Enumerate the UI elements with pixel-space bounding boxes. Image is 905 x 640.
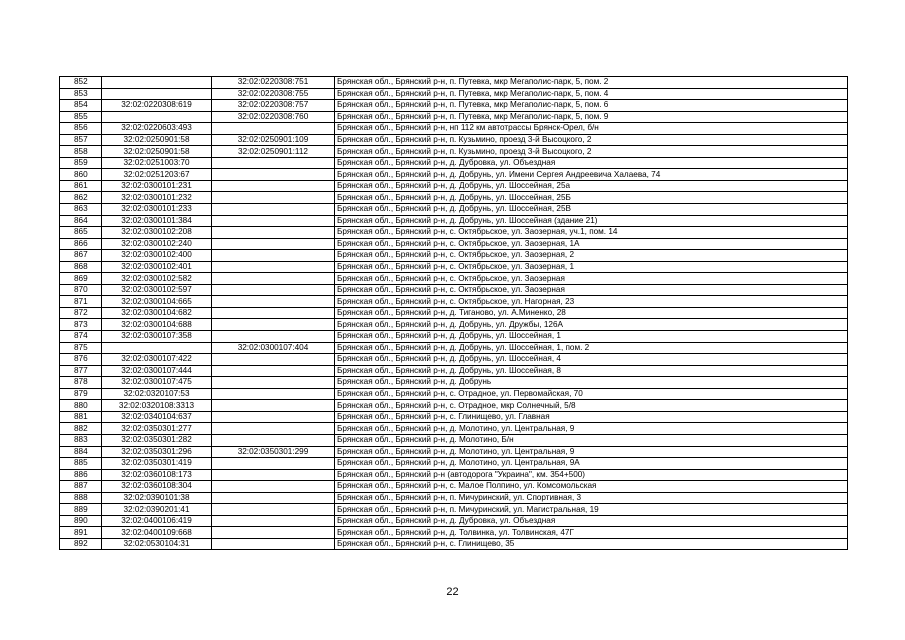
row-number-cell: 864 [60, 215, 102, 227]
secondary-cadastral-number-cell [212, 423, 335, 435]
secondary-cadastral-number-cell [212, 227, 335, 239]
cadastral-number-cell: 32:02:0251003:70 [102, 157, 212, 169]
row-number-cell: 876 [60, 354, 102, 366]
secondary-cadastral-number-cell: 32:02:0350301:299 [212, 446, 335, 458]
secondary-cadastral-number-cell: 32:02:0220308:757 [212, 100, 335, 112]
address-cell: Брянская обл., Брянский р-н, нп 112 км автотрассы Брянск-Орел, б/н [335, 123, 848, 135]
table-row [60, 123, 848, 135]
address-cell: Брянская обл., Брянский р-н, д. Добрунь, ул. Имени Сергея Андреевича Халаева, 74 [335, 169, 848, 181]
row-number-cell: 883 [60, 434, 102, 446]
cadastral-number-cell: 32:02:0360108:304 [102, 481, 212, 493]
table-row [60, 331, 848, 343]
table-row [60, 284, 848, 296]
address-cell: Брянская обл., Брянский р-н, д. Дубровка, ул. Объездная [335, 515, 848, 527]
secondary-cadastral-number-cell [212, 527, 335, 539]
cadastral-number-cell [102, 88, 212, 100]
cadastral-number-cell: 32:02:0300102:582 [102, 273, 212, 285]
table-row [60, 458, 848, 470]
row-number-cell: 856 [60, 123, 102, 135]
address-cell: Брянская обл., Брянский р-н, д. Добрунь, ул. Дружбы, 126А [335, 319, 848, 331]
address-cell: Брянская обл., Брянский р-н, п. Путевка, мкр Мегаполис-парк, 5, пом. 2 [335, 77, 848, 89]
row-number-cell: 874 [60, 331, 102, 343]
table-row [60, 377, 848, 389]
secondary-cadastral-number-cell: 32:02:0220308:760 [212, 111, 335, 123]
secondary-cadastral-number-cell [212, 388, 335, 400]
row-number-cell: 859 [60, 157, 102, 169]
cadastral-number-cell: 32:02:0300104:688 [102, 319, 212, 331]
table-body [60, 77, 848, 550]
row-number-cell: 880 [60, 400, 102, 412]
table-row [60, 215, 848, 227]
cadastral-number-cell: 32:02:0300107:358 [102, 331, 212, 343]
address-cell: Брянская обл., Брянский р-н, п. Путевка, мкр Мегаполис-парк, 5, пом. 6 [335, 100, 848, 112]
row-number-cell: 884 [60, 446, 102, 458]
row-number-cell: 890 [60, 515, 102, 527]
row-number-cell: 877 [60, 365, 102, 377]
address-cell: Брянская обл., Брянский р-н, д. Добрунь, ул. Шоссейная, 1, пом. 2 [335, 342, 848, 354]
secondary-cadastral-number-cell [212, 169, 335, 181]
address-cell: Брянская обл., Брянский р-н, с. Октябрьское, ул. Заозерная, уч.1, пом. 14 [335, 227, 848, 239]
cadastral-number-cell: 32:02:0300102:401 [102, 261, 212, 273]
cadastral-number-cell: 32:02:0300101:384 [102, 215, 212, 227]
address-cell: Брянская обл., Брянский р-н, д. Толвинка, ул. Толвинская, 47Г [335, 527, 848, 539]
row-number-cell: 873 [60, 319, 102, 331]
row-number-cell: 865 [60, 227, 102, 239]
row-number-cell: 886 [60, 469, 102, 481]
secondary-cadastral-number-cell [212, 400, 335, 412]
secondary-cadastral-number-cell [212, 123, 335, 135]
row-number-cell: 862 [60, 192, 102, 204]
table-row [60, 307, 848, 319]
address-cell: Брянская обл., Брянский р-н, с. Октябрьское, ул. Заозерная [335, 284, 848, 296]
table-row [60, 157, 848, 169]
table-row [60, 492, 848, 504]
secondary-cadastral-number-cell [212, 377, 335, 389]
address-cell: Брянская обл., Брянский р-н, с. Глинищево, 35 [335, 538, 848, 550]
address-cell: Брянская обл., Брянский р-н, п. Мичуринский, ул. Спортивная, 3 [335, 492, 848, 504]
page-number: 22 [446, 586, 459, 598]
cadastral-number-cell: 32:02:0350301:282 [102, 434, 212, 446]
cadastral-number-cell: 32:02:0300101:231 [102, 180, 212, 192]
table-row [60, 77, 848, 89]
row-number-cell: 869 [60, 273, 102, 285]
row-number-cell: 866 [60, 238, 102, 250]
cadastral-number-cell [102, 111, 212, 123]
table-row [60, 192, 848, 204]
address-cell: Брянская обл., Брянский р-н, с. Октябрьское, ул. Заозерная, 1 [335, 261, 848, 273]
table-row [60, 469, 848, 481]
secondary-cadastral-number-cell: 32:02:0250901:112 [212, 146, 335, 158]
table-row [60, 146, 848, 158]
cadastral-number-cell: 32:02:0300104:682 [102, 307, 212, 319]
cadastral-number-cell: 32:02:0251203:67 [102, 169, 212, 181]
cadastral-number-cell: 32:02:0360108:173 [102, 469, 212, 481]
cadastral-number-cell: 32:02:0300101:233 [102, 204, 212, 216]
cadastral-number-cell: 32:02:0300107:422 [102, 354, 212, 366]
secondary-cadastral-number-cell [212, 411, 335, 423]
address-cell: Брянская обл., Брянский р-н, с. Октябрьское, ул. Заозерная, 2 [335, 250, 848, 262]
row-number-cell: 860 [60, 169, 102, 181]
cadastral-number-cell: 32:02:0390101:38 [102, 492, 212, 504]
address-cell: Брянская обл., Брянский р-н, п. Кузьмино, проезд 3-й Высоцкого, 2 [335, 146, 848, 158]
table-row [60, 134, 848, 146]
cadastral-number-cell: 32:02:0400106:419 [102, 515, 212, 527]
table-row [60, 481, 848, 493]
cadastral-number-cell: 32:02:0250901:58 [102, 146, 212, 158]
table-row [60, 504, 848, 516]
table-row [60, 411, 848, 423]
secondary-cadastral-number-cell [212, 319, 335, 331]
row-number-cell: 852 [60, 77, 102, 89]
row-number-cell: 891 [60, 527, 102, 539]
row-number-cell: 861 [60, 180, 102, 192]
table-row [60, 388, 848, 400]
table-row [60, 319, 848, 331]
secondary-cadastral-number-cell [212, 238, 335, 250]
row-number-cell: 875 [60, 342, 102, 354]
address-cell: Брянская обл., Брянский р-н, с. Октябрьское, ул. Заозерная [335, 273, 848, 285]
secondary-cadastral-number-cell [212, 284, 335, 296]
row-number-cell: 882 [60, 423, 102, 435]
row-number-cell: 879 [60, 388, 102, 400]
table-row [60, 204, 848, 216]
table-row [60, 446, 848, 458]
row-number-cell: 870 [60, 284, 102, 296]
cadastral-number-cell: 32:02:0220308:619 [102, 100, 212, 112]
secondary-cadastral-number-cell [212, 458, 335, 470]
cadastral-number-cell: 32:02:0300102:240 [102, 238, 212, 250]
secondary-cadastral-number-cell: 32:02:0300107:404 [212, 342, 335, 354]
row-number-cell: 857 [60, 134, 102, 146]
row-number-cell: 878 [60, 377, 102, 389]
address-cell: Брянская обл., Брянский р-н, д. Добрунь, ул. Шоссейная (здание 21) [335, 215, 848, 227]
table-row [60, 296, 848, 308]
row-number-cell: 855 [60, 111, 102, 123]
cadastral-number-cell: 32:02:0350301:419 [102, 458, 212, 470]
address-cell: Брянская обл., Брянский р-н, д. Тиганово, ул. А.Миненко, 28 [335, 307, 848, 319]
address-cell: Брянская обл., Брянский р-н, п. Кузьмино, проезд 3-й Высоцкого, 2 [335, 134, 848, 146]
row-number-cell: 888 [60, 492, 102, 504]
address-cell: Брянская обл., Брянский р-н, п. Мичуринский, ул. Магистральная, 19 [335, 504, 848, 516]
table-row [60, 238, 848, 250]
cadastral-number-cell: 32:02:0300102:597 [102, 284, 212, 296]
secondary-cadastral-number-cell [212, 469, 335, 481]
cadastral-number-cell: 32:02:0300101:232 [102, 192, 212, 204]
cadastral-number-cell: 32:02:0390201:41 [102, 504, 212, 516]
secondary-cadastral-number-cell [212, 215, 335, 227]
table-row [60, 527, 848, 539]
table-row [60, 227, 848, 239]
table-row [60, 100, 848, 112]
secondary-cadastral-number-cell [212, 331, 335, 343]
address-cell: Брянская обл., Брянский р-н, п. Путевка, мкр Мегаполис-парк, 5, пом. 9 [335, 111, 848, 123]
address-cell: Брянская обл., Брянский р-н, д. Добрунь [335, 377, 848, 389]
row-number-cell: 885 [60, 458, 102, 470]
cadastral-number-cell [102, 342, 212, 354]
cadastral-number-cell: 32:02:0350301:277 [102, 423, 212, 435]
address-cell: Брянская обл., Брянский р-н, д. Молотино, Б/н [335, 434, 848, 446]
secondary-cadastral-number-cell [212, 307, 335, 319]
row-number-cell: 892 [60, 538, 102, 550]
secondary-cadastral-number-cell [212, 354, 335, 366]
address-cell: Брянская обл., Брянский р-н, д. Добрунь, ул. Шоссейная, 25Б [335, 192, 848, 204]
row-number-cell: 881 [60, 411, 102, 423]
address-cell: Брянская обл., Брянский р-н, д. Молотино, ул. Центральная, 9 [335, 446, 848, 458]
row-number-cell: 853 [60, 88, 102, 100]
table-row [60, 434, 848, 446]
address-cell: Брянская обл., Брянский р-н, с. Отрадное, мкр Солнечный, 5/8 [335, 400, 848, 412]
secondary-cadastral-number-cell [212, 538, 335, 550]
secondary-cadastral-number-cell: 32:02:0220308:755 [212, 88, 335, 100]
secondary-cadastral-number-cell [212, 204, 335, 216]
row-number-cell: 887 [60, 481, 102, 493]
table-row [60, 111, 848, 123]
secondary-cadastral-number-cell [212, 250, 335, 262]
table-row [60, 273, 848, 285]
table-row [60, 538, 848, 550]
address-cell: Брянская обл., Брянский р-н, с. Отрадное, ул. Первомайская, 70 [335, 388, 848, 400]
cadastral-number-cell: 32:02:0350301:296 [102, 446, 212, 458]
cadastral-number-cell: 32:02:0400109:668 [102, 527, 212, 539]
cadastral-number-cell: 32:02:0340104:637 [102, 411, 212, 423]
table-row [60, 180, 848, 192]
table-row [60, 515, 848, 527]
address-cell: Брянская обл., Брянский р-н (автодорога "Украина", км. 354+500) [335, 469, 848, 481]
row-number-cell: 863 [60, 204, 102, 216]
secondary-cadastral-number-cell [212, 434, 335, 446]
cadastral-number-cell: 32:02:0300107:444 [102, 365, 212, 377]
row-number-cell: 872 [60, 307, 102, 319]
cadastral-number-cell: 32:02:0220603:493 [102, 123, 212, 135]
secondary-cadastral-number-cell [212, 296, 335, 308]
address-cell: Брянская обл., Брянский р-н, д. Молотино, ул. Центральная, 9А [335, 458, 848, 470]
address-cell: Брянская обл., Брянский р-н, с. Малое Полпино, ул. Комсомольская [335, 481, 848, 493]
cadastral-number-cell: 32:02:0300102:208 [102, 227, 212, 239]
row-number-cell: 868 [60, 261, 102, 273]
secondary-cadastral-number-cell [212, 157, 335, 169]
cadastral-number-cell: 32:02:0530104:31 [102, 538, 212, 550]
secondary-cadastral-number-cell [212, 492, 335, 504]
address-cell: Брянская обл., Брянский р-н, д. Добрунь, ул. Шоссейная, 1 [335, 331, 848, 343]
secondary-cadastral-number-cell: 32:02:0250901:109 [212, 134, 335, 146]
secondary-cadastral-number-cell [212, 504, 335, 516]
row-number-cell: 854 [60, 100, 102, 112]
secondary-cadastral-number-cell [212, 273, 335, 285]
secondary-cadastral-number-cell [212, 481, 335, 493]
cadastral-number-cell: 32:02:0300102:400 [102, 250, 212, 262]
address-cell: Брянская обл., Брянский р-н, д. Добрунь, ул. Шоссейная, 25а [335, 180, 848, 192]
secondary-cadastral-number-cell [212, 261, 335, 273]
table-row [60, 250, 848, 262]
cadastral-number-cell: 32:02:0300107:475 [102, 377, 212, 389]
address-cell: Брянская обл., Брянский р-н, п. Путевка, мкр Мегаполис-парк, 5, пом. 4 [335, 88, 848, 100]
table-row [60, 365, 848, 377]
secondary-cadastral-number-cell [212, 180, 335, 192]
cadastral-number-cell: 32:02:0300104:665 [102, 296, 212, 308]
table-row [60, 261, 848, 273]
address-cell: Брянская обл., Брянский р-н, д. Добрунь, ул. Шоссейная, 4 [335, 354, 848, 366]
cadastral-number-cell: 32:02:0320108:3313 [102, 400, 212, 412]
address-cell: Брянская обл., Брянский р-н, с. Октябрьское, ул. Нагорная, 23 [335, 296, 848, 308]
address-cell: Брянская обл., Брянский р-н, д. Добрунь, ул. Шоссейная, 8 [335, 365, 848, 377]
table-row [60, 169, 848, 181]
cadastral-number-cell: 32:02:0320107:53 [102, 388, 212, 400]
cadastral-number-cell: 32:02:0250901:58 [102, 134, 212, 146]
table-row [60, 342, 848, 354]
row-number-cell: 867 [60, 250, 102, 262]
secondary-cadastral-number-cell: 32:02:0220308:751 [212, 77, 335, 89]
secondary-cadastral-number-cell [212, 515, 335, 527]
table-row [60, 423, 848, 435]
property-table [59, 76, 848, 550]
table-row [60, 400, 848, 412]
address-cell: Брянская обл., Брянский р-н, с. Октябрьское, ул. Заозерная, 1А [335, 238, 848, 250]
address-cell: Брянская обл., Брянский р-н, с. Глинищево, ул. Главная [335, 411, 848, 423]
row-number-cell: 858 [60, 146, 102, 158]
table-row [60, 88, 848, 100]
address-cell: Брянская обл., Брянский р-н, д. Добрунь, ул. Шоссейная, 25В [335, 204, 848, 216]
secondary-cadastral-number-cell [212, 192, 335, 204]
cadastral-number-cell [102, 77, 212, 89]
table-row [60, 354, 848, 366]
address-cell: Брянская обл., Брянский р-н, д. Дубровка, ул. Объездная [335, 157, 848, 169]
address-cell: Брянская обл., Брянский р-н, д. Молотино, ул. Центральная, 9 [335, 423, 848, 435]
row-number-cell: 889 [60, 504, 102, 516]
secondary-cadastral-number-cell [212, 365, 335, 377]
row-number-cell: 871 [60, 296, 102, 308]
